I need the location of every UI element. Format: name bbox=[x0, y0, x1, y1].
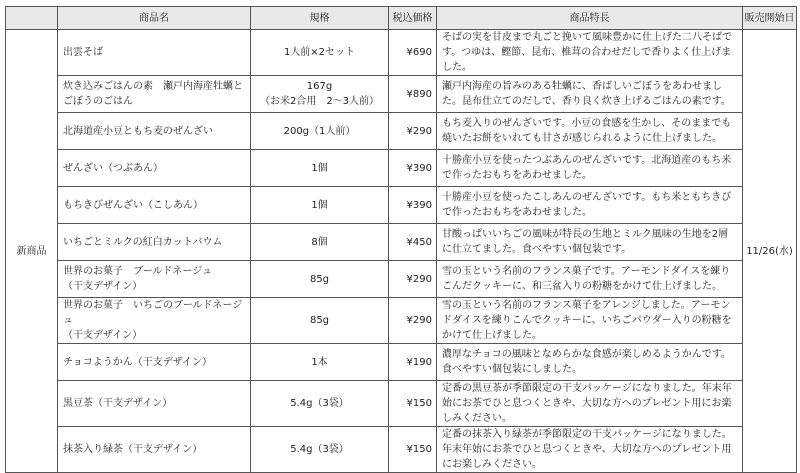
header-name: 商品名 bbox=[58, 7, 251, 30]
spec-cell: 1個 bbox=[251, 187, 389, 224]
product-name-cell: チョコようかん（干支デザイン） bbox=[58, 344, 251, 381]
price-cell: ¥190 bbox=[389, 344, 437, 381]
product-table bbox=[5, 6, 797, 473]
spec-cell: 1本 bbox=[251, 344, 389, 381]
product-name-cell: 世界のお菓子 いちごのブールドネージュ （干支デザイン） bbox=[58, 298, 251, 344]
price-cell: ¥290 bbox=[389, 113, 437, 150]
product-name-cell: 炊き込みごはんの素 瀬戸内海産牡蠣とごぼうのごはん bbox=[58, 76, 251, 113]
price-cell: ¥890 bbox=[389, 76, 437, 113]
price-cell: ¥390 bbox=[389, 150, 437, 187]
header-price: 税込価格 bbox=[389, 7, 437, 30]
price-cell: ¥150 bbox=[389, 381, 437, 427]
product-name-cell: もちきびぜんざい（こしあん） bbox=[58, 187, 251, 224]
table-row bbox=[6, 298, 797, 344]
feature-cell: 濃厚なチョコの風味となめらかな食感が楽しめるようかんです。食べやすい個包装にしました。 bbox=[437, 344, 743, 381]
product-name-cell: 抹茶入り緑茶（干支デザイン） bbox=[58, 427, 251, 473]
header-spec: 規格 bbox=[251, 7, 389, 30]
product-name-cell: 北海道産小豆ともち麦のぜんざい bbox=[58, 113, 251, 150]
feature-cell: 定番の黒豆茶が季節限定の干支パッケージになりました。年末年始にお茶でひと息つくときや、大切な方へのプレゼント用にお楽しみください。 bbox=[437, 381, 743, 427]
spec-cell: 85g bbox=[251, 261, 389, 298]
category-cell: 新商品 bbox=[6, 30, 58, 473]
table-row bbox=[6, 30, 797, 76]
spec-cell: 85g bbox=[251, 298, 389, 344]
product-name-cell: ぜんざい（つぶあん） bbox=[58, 150, 251, 187]
spec-cell: 5.4g（3袋） bbox=[251, 381, 389, 427]
header-category bbox=[6, 7, 58, 30]
spec-cell: 5.4g（3袋） bbox=[251, 427, 389, 473]
feature-cell: もち麦入りのぜんざいです。小豆の食感を生かし、そのままでも焼いたお餅をいれても甘さが感じられるように仕上げました。 bbox=[437, 113, 743, 150]
spec-cell: 200g（1人前） bbox=[251, 113, 389, 150]
product-name-cell: 出雲そば bbox=[58, 30, 251, 76]
price-cell: ¥450 bbox=[389, 224, 437, 261]
table-row bbox=[6, 224, 797, 261]
table-row bbox=[6, 76, 797, 113]
spec-cell: 167g （お米2合用 2～3人前） bbox=[251, 76, 389, 113]
table-row bbox=[6, 261, 797, 298]
price-cell: ¥150 bbox=[389, 427, 437, 473]
table-row bbox=[6, 381, 797, 427]
feature-cell: 雪の玉という名前のフランス菓子です。アーモンドダイスを練りこんだクッキーに、和三盆入りの粉糖をかけて仕上げました。 bbox=[437, 261, 743, 298]
product-name-cell: 黒豆茶（干支デザイン） bbox=[58, 381, 251, 427]
table-header-row bbox=[6, 7, 797, 30]
table-row bbox=[6, 113, 797, 150]
header-date: 販売開始日 bbox=[743, 7, 797, 30]
price-cell: ¥290 bbox=[389, 261, 437, 298]
price-cell: ¥690 bbox=[389, 30, 437, 76]
product-name-cell: いちごとミルクの紅白カットバウム bbox=[58, 224, 251, 261]
price-cell: ¥390 bbox=[389, 187, 437, 224]
product-name-cell: 世界のお菓子 ブールドネージュ （干支デザイン） bbox=[58, 261, 251, 298]
price-cell: ¥290 bbox=[389, 298, 437, 344]
table-row bbox=[6, 187, 797, 224]
spec-cell: 1人前×2セット bbox=[251, 30, 389, 76]
feature-cell: 甘酸っぱいいちごの風味が特長の生地とミルク風味の生地を2層に仕立てました。食べやすい個包装です。 bbox=[437, 224, 743, 261]
feature-cell: 十勝産小豆を使ったつぶあんのぜんざいです。北海道産のもち米で作ったおもちをあわせました。 bbox=[437, 150, 743, 187]
spec-cell: 8個 bbox=[251, 224, 389, 261]
feature-cell: 定番の抹茶入り緑茶が季節限定の干支パッケージになりました。年末年始にお茶でひと息つくときや、大切な方へのプレゼント用にお楽しみください。 bbox=[437, 427, 743, 473]
feature-cell: 瀬戸内海産の旨みのある牡蠣に、香ばしいごぼうをあわせました。昆布仕立てのだしで、香り良く炊き上げるごはんの素です。 bbox=[437, 76, 743, 113]
table-row bbox=[6, 427, 797, 473]
table-row bbox=[6, 150, 797, 187]
feature-cell: 雪の玉という名前のフランス菓子をアレンジしました。アーモンドダイスを練りこんでクッキーに、いちごパウダー入りの粉糖をかけて仕上げました。 bbox=[437, 298, 743, 344]
table-row bbox=[6, 344, 797, 381]
release-date-cell: 11/26(水) bbox=[743, 30, 797, 473]
header-feature: 商品特長 bbox=[437, 7, 743, 30]
feature-cell: そばの実を甘皮まで丸ごと挽いて風味豊かに仕上げた二八そばです。つゆは、鰹節、昆布、椎茸の合わせだしで香りよく仕上げました。 bbox=[437, 30, 743, 76]
feature-cell: 十勝産小豆を使ったこしあんのぜんざいです。もち米ともちきびで作ったおもちをあわせました。 bbox=[437, 187, 743, 224]
table-body bbox=[6, 30, 797, 473]
spec-cell: 1個 bbox=[251, 150, 389, 187]
